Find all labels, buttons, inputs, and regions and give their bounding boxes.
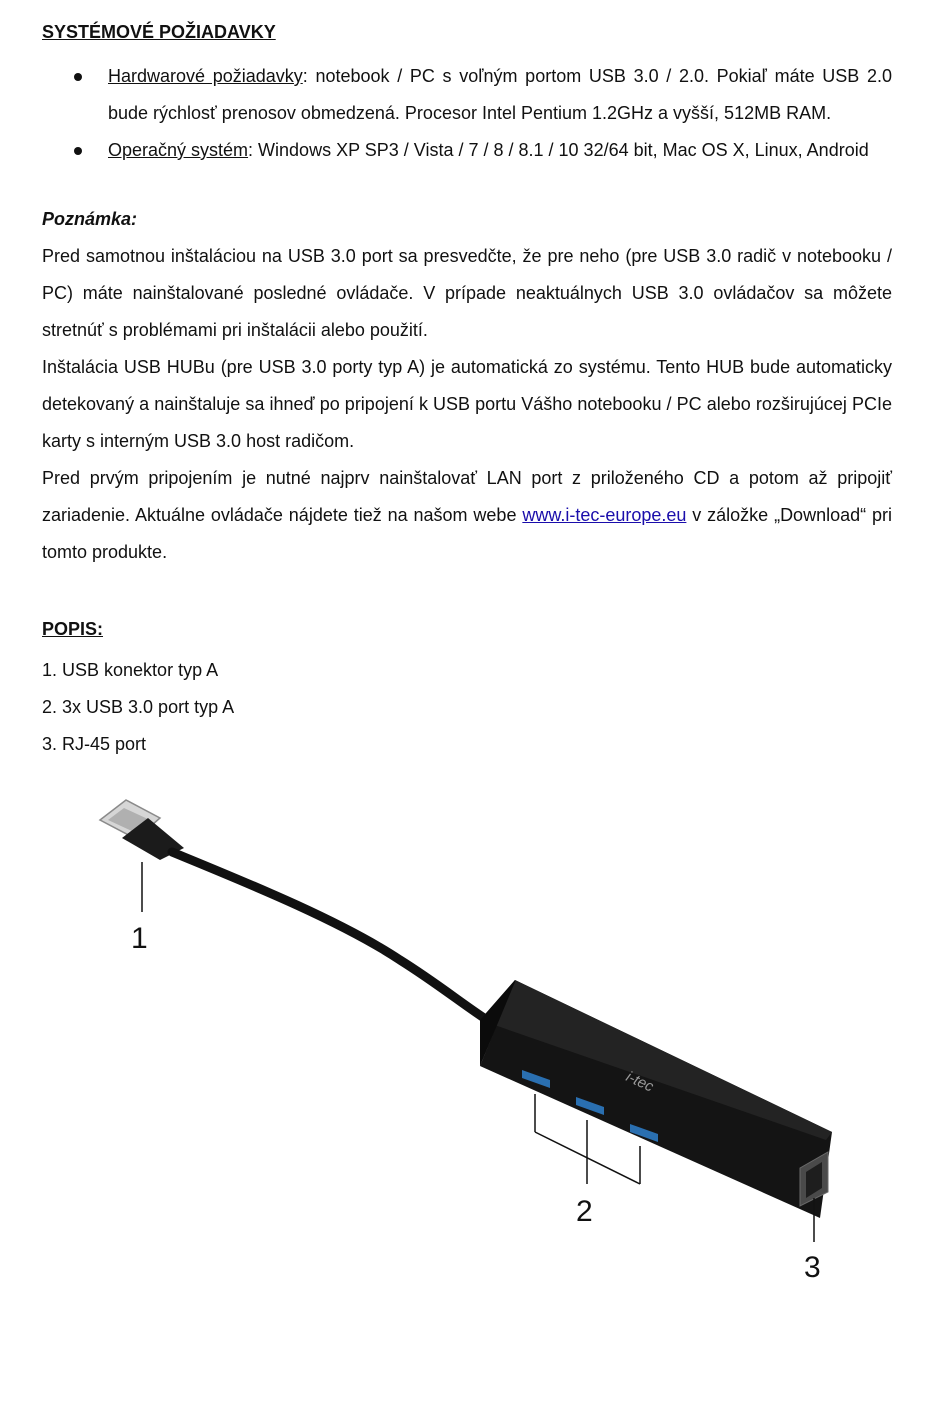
requirement-os: [42, 132, 892, 169]
note-p3-text-after: v záložke „Download“ pri tomto produkte.: [42, 505, 892, 562]
note-paragraph-2: Inštalácia USB HUBu (pre USB 3.0 porty typ A) je automatická zo systému. Tento HUB bude automaticky detekovaný a nainštaluje sa ihneď po pripojení k USB portu Vášho notebooku / PC alebo rozširujúcej PCIe karty s interným USB 3.0 host radičom.: [42, 357, 892, 451]
callout-label-2: 2: [576, 1195, 593, 1228]
requirements-list: [42, 58, 892, 169]
website-link[interactable]: www.i-tec-europe.eu: [522, 505, 687, 525]
requirement-label: Operačný systém: [108, 140, 249, 160]
requirement-label: Hardwarové požiadavky: [108, 66, 303, 86]
description-item: 3. RJ-45 port: [42, 734, 147, 754]
brand-logo: i-tec: [623, 1068, 657, 1096]
description-item: 1. USB konektor typ A: [42, 660, 219, 680]
description-list: [42, 652, 234, 763]
callout-label-3: 3: [804, 1251, 821, 1284]
note-p3-text-before: Pred prvým pripojením je nutné najprv nainštalovať LAN port z priloženého CD a potom až pripojiť zariadenie. Aktuálne ovládače nájdete tiež na našom webe: [42, 468, 892, 525]
description-item: 2. 3x USB 3.0 port typ A: [42, 697, 235, 717]
note-paragraph-1: Pred samotnou inštaláciou na USB 3.0 port sa presvedčte, že pre neho (pre USB 3.0 radič v notebooku / PC) máte nainštalované posledné ovládače. V prípade neaktuálnych USB 3.0 ovládačov sa môžete stretnúť s problémami pri inštalácii alebo použití.: [42, 246, 892, 340]
hub-body: [480, 980, 832, 1218]
requirements-heading: SYSTÉMOVÉ POŽIADAVKY: [42, 22, 276, 42]
bullet-icon: [74, 73, 82, 81]
usb-hub-figure: [0, 770, 950, 1330]
note-paragraph-3: [42, 460, 892, 571]
note-title: Poznámka:: [42, 209, 138, 229]
bullet-icon: [74, 147, 82, 155]
usb-cable: [172, 852, 495, 1025]
requirement-hardware: [42, 58, 892, 132]
requirement-text: : Windows XP SP3 / Vista / 7 / 8 / 8.1 / 10 32/64 bit, Mac OS X, Linux, Android: [248, 140, 869, 160]
callout-label-1: 1: [131, 922, 148, 955]
requirement-text: : notebook / PC s voľným portom USB 3.0 / 2.0. Pokiaľ máte USB 2.0 bude rýchlosť prenosov obmedzená. Procesor Intel Pentium 1.2GHz a vyšší, 512MB RAM.: [108, 66, 892, 123]
description-heading: POPIS:: [42, 619, 104, 639]
